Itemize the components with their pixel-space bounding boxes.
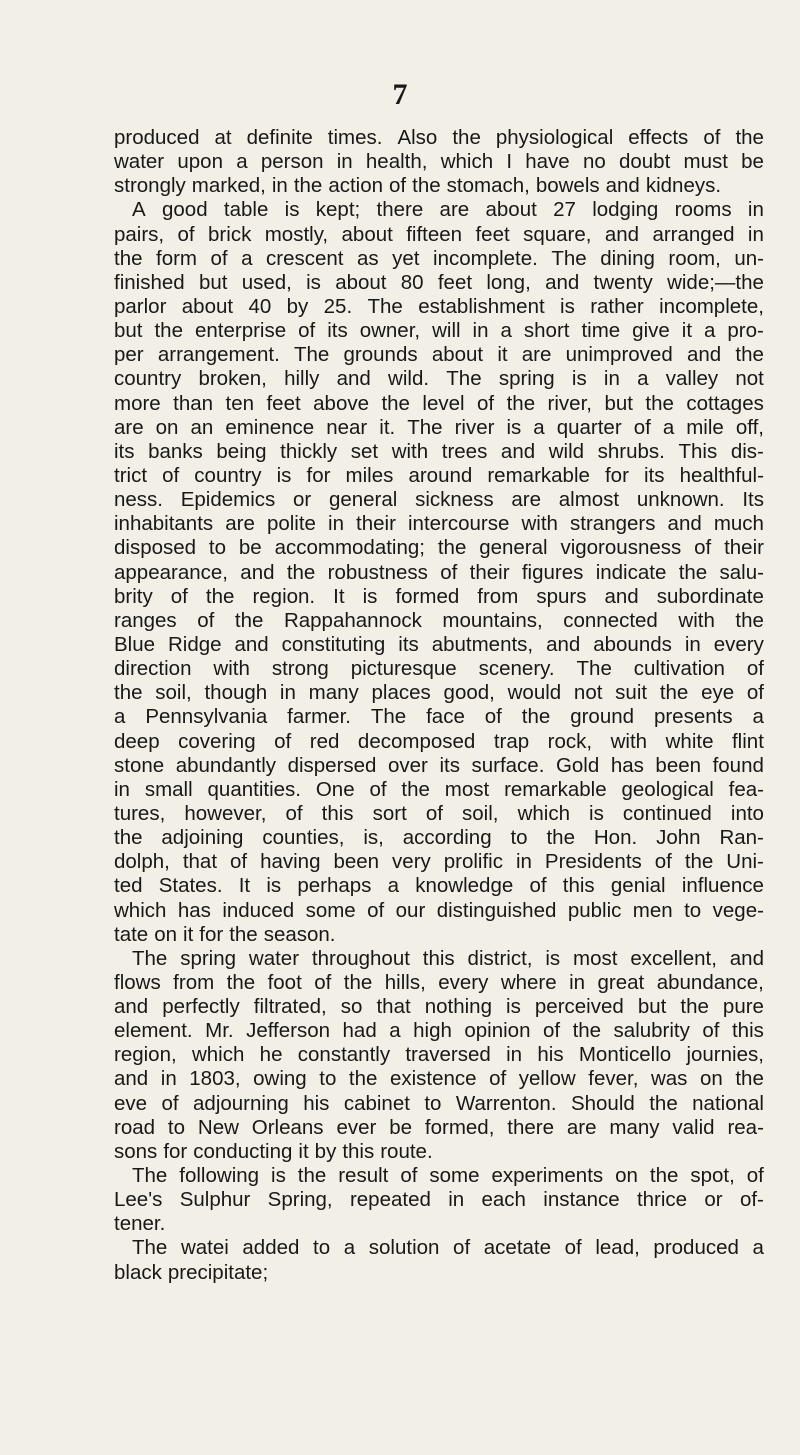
text-line: but the enterprise of its owner, will in a short time give it a pro- bbox=[114, 319, 764, 343]
text-line: trict of country is for miles around remarkable for its healthful- bbox=[114, 463, 764, 487]
text-line: road to New Orleans ever be formed, there are many valid rea- bbox=[114, 1115, 764, 1139]
text-line: The watei added to a solution of acetate of lead, produced a bbox=[132, 1236, 764, 1260]
text-line: water upon a person in health, which I have no doubt must be bbox=[114, 150, 764, 174]
text-line: strongly marked, in the action of the stomach, bowels and kidneys. bbox=[114, 174, 722, 198]
text-line: finished but used, is about 80 feet long, and twenty wide;—the bbox=[114, 270, 764, 294]
text-line: in small quantities. One of the most remarkable geological fea- bbox=[114, 777, 764, 801]
text-line: A good table is kept; there are about 27 lodging rooms in bbox=[132, 198, 764, 222]
text-line: element. Mr. Jefferson had a high opinion of the salubrity of this bbox=[114, 1019, 764, 1043]
text-line: flows from the foot of the hills, every where in great abundance, bbox=[114, 970, 764, 994]
text-line: Blue Ridge and constituting its abutments, and abounds in every bbox=[114, 632, 764, 656]
text-line: the soil, though in many places good, would not suit the eye of bbox=[114, 681, 764, 705]
text-line: the adjoining counties, is, according to the Hon. John Ran- bbox=[114, 826, 764, 850]
text-line: The spring water throughout this district, is most excellent, and bbox=[132, 946, 764, 970]
text-line: eve of adjourning his cabinet to Warrenton. Should the national bbox=[114, 1091, 764, 1115]
text-line: country broken, hilly and wild. The spring is in a valley not bbox=[114, 367, 764, 391]
text-line: The following is the result of some experiments on the spot, of bbox=[132, 1164, 764, 1188]
text-line: ted States. It is perhaps a knowledge of this genial influence bbox=[114, 874, 764, 898]
text-line: and perfectly filtrated, so that nothing is perceived but the pure bbox=[114, 995, 764, 1019]
text-line: are on an eminence near it. The river is a quarter of a mile off, bbox=[114, 415, 764, 439]
text-line: tures, however, of this sort of soil, which is continued into bbox=[114, 801, 764, 825]
text-line: brity of the region. It is formed from spurs and subordinate bbox=[114, 584, 764, 608]
text-line: produced at definite times. Also the physiological effects of the bbox=[114, 126, 764, 149]
text-line: deep covering of red decomposed trap rock, with white flint bbox=[114, 729, 764, 753]
text-line: appearance, and the robustness of their figures indicate the salu- bbox=[114, 560, 764, 584]
paragraph bbox=[114, 947, 764, 1164]
text-line: which has induced some of our distinguished public men to vege- bbox=[114, 898, 764, 922]
text-line: per arrangement. The grounds about it are unimproved and the bbox=[114, 343, 764, 367]
text-line: parlor about 40 by 25. The establishment is rather incomplete, bbox=[114, 294, 764, 318]
paragraph bbox=[114, 1236, 764, 1284]
text-line: ranges of the Rappahannock mountains, connected with the bbox=[114, 608, 764, 632]
text-line: dolph, that of having been very prolific in Presidents of the Uni- bbox=[114, 850, 764, 874]
text-line: stone abundantly dispersed over its surface. Gold has been found bbox=[114, 753, 764, 777]
text-line: disposed to be accommodating; the general vigorousness of their bbox=[114, 536, 764, 560]
paragraph bbox=[114, 126, 764, 198]
text-line: sons for conducting it by this route. bbox=[114, 1139, 433, 1163]
text-line: the form of a crescent as yet incomplete. The dining room, un- bbox=[114, 246, 764, 270]
text-line: black precipitate; bbox=[114, 1260, 269, 1284]
text-line: pairs, of brick mostly, about fifteen feet square, and arranged in bbox=[114, 222, 764, 246]
page-number: 7 bbox=[392, 78, 408, 111]
text-line: Lee's Sulphur Spring, repeated in each instance thrice or of- bbox=[114, 1188, 764, 1212]
text-line: tate on it for the season. bbox=[114, 922, 336, 946]
text-line: a Pennsylvania farmer. The face of the ground presents a bbox=[114, 705, 764, 729]
body-text bbox=[114, 126, 764, 1285]
text-line: direction with strong picturesque scenery. The cultivation of bbox=[114, 657, 764, 681]
paragraph bbox=[114, 198, 764, 946]
text-line: ness. Epidemics or general sickness are almost unknown. Its bbox=[114, 488, 764, 512]
text-line: more than ten feet above the level of the river, but the cottages bbox=[114, 391, 764, 415]
paragraph bbox=[114, 1164, 764, 1236]
text-line: inhabitants are polite in their intercourse with strangers and much bbox=[114, 512, 764, 536]
text-line: tener. bbox=[114, 1212, 166, 1236]
text-line: region, which he constantly traversed in his Monticello journies, bbox=[114, 1043, 764, 1067]
text-line: and in 1803, owing to the existence of yellow fever, was on the bbox=[114, 1067, 764, 1091]
text-line: its banks being thickly set with trees and wild shrubs. This dis- bbox=[114, 439, 764, 463]
